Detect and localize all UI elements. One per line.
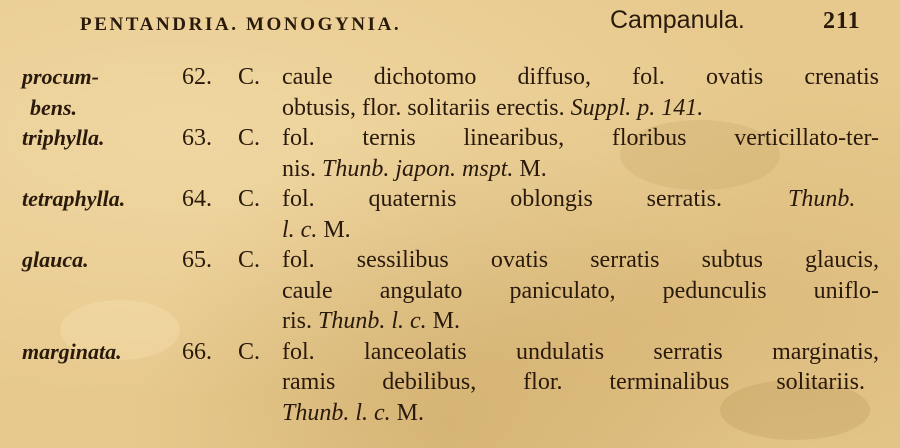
description-line [282, 93, 703, 123]
entry-line [0, 337, 900, 368]
herbarium-mark: M. [519, 155, 547, 182]
running-header [0, 4, 900, 42]
description-line: fol. sessilibus ovatis serratis subtus glaucis, [282, 247, 879, 273]
entry-line [0, 245, 900, 276]
species-number: 62. [182, 64, 212, 90]
page-number: 211 [823, 8, 861, 34]
entry-line [0, 398, 900, 429]
header-genus: Campanula. [610, 6, 745, 34]
species-name: marginata. [22, 338, 122, 364]
species-number: 66. [182, 338, 212, 365]
species-name: procum- [22, 64, 99, 89]
herbarium-mark: M. [323, 216, 351, 243]
species-number: 65. [182, 247, 212, 273]
description-line [282, 154, 547, 184]
reference-part: Thunb. [788, 186, 856, 212]
species-list [0, 62, 900, 428]
species-name: glauca. [22, 247, 89, 272]
genus-abbreviation: C. [238, 125, 261, 151]
entry-line [0, 306, 900, 337]
description-line [282, 215, 351, 245]
species-name: bens. [30, 94, 78, 120]
description-line: fol. lanceolatis undulatis serratis marginatis, [282, 338, 879, 365]
reference: Thunb. japon. mspt. [322, 155, 514, 182]
herbarium-mark: M. [396, 399, 425, 426]
reference-part: l. c. [282, 216, 318, 243]
entry-line [0, 93, 900, 124]
description-text: obtusis, flor. solitariis erectis. [282, 94, 565, 121]
genus-abbreviation: C. [238, 338, 261, 365]
entry-line [0, 154, 900, 185]
entry-line [0, 367, 900, 398]
species-name: tetraphylla. [22, 186, 126, 211]
entry-line [0, 184, 900, 215]
reference: Thunb. l. c. [318, 308, 427, 334]
species-number: 64. [182, 186, 212, 212]
entry-line [0, 276, 900, 307]
description-line: caule angulato paniculato, pedunculis uniflo- [282, 277, 879, 304]
species-name: triphylla. [22, 125, 105, 150]
description-line: fol. ternis linearibus, floribus verticillato-ter- [282, 125, 879, 151]
header-section: PENTANDRIA. MONOGYNIA. [80, 14, 402, 35]
entry-line [0, 62, 900, 93]
reference: Thunb. l. c. [282, 399, 391, 426]
species-number: 63. [182, 125, 212, 151]
entry-line [0, 123, 900, 154]
entry-line [0, 215, 900, 246]
description-line: fol. quaternis oblongis serratis. [282, 186, 722, 212]
description-line [282, 398, 424, 428]
genus-abbreviation: C. [238, 64, 261, 90]
reference: Suppl. p. 141. [570, 94, 704, 121]
description-text: nis. [282, 155, 317, 182]
description-line: ramis debilibus, flor. terminalibus solitariis. [282, 369, 865, 395]
genus-abbreviation: C. [238, 186, 261, 212]
description-line [282, 306, 460, 336]
herbarium-mark: M. [432, 308, 461, 334]
description-text: ris. [282, 308, 312, 334]
genus-abbreviation: C. [238, 247, 261, 273]
description-line: caule dichotomo diffuso, fol. ovatis crenatis [282, 64, 879, 90]
